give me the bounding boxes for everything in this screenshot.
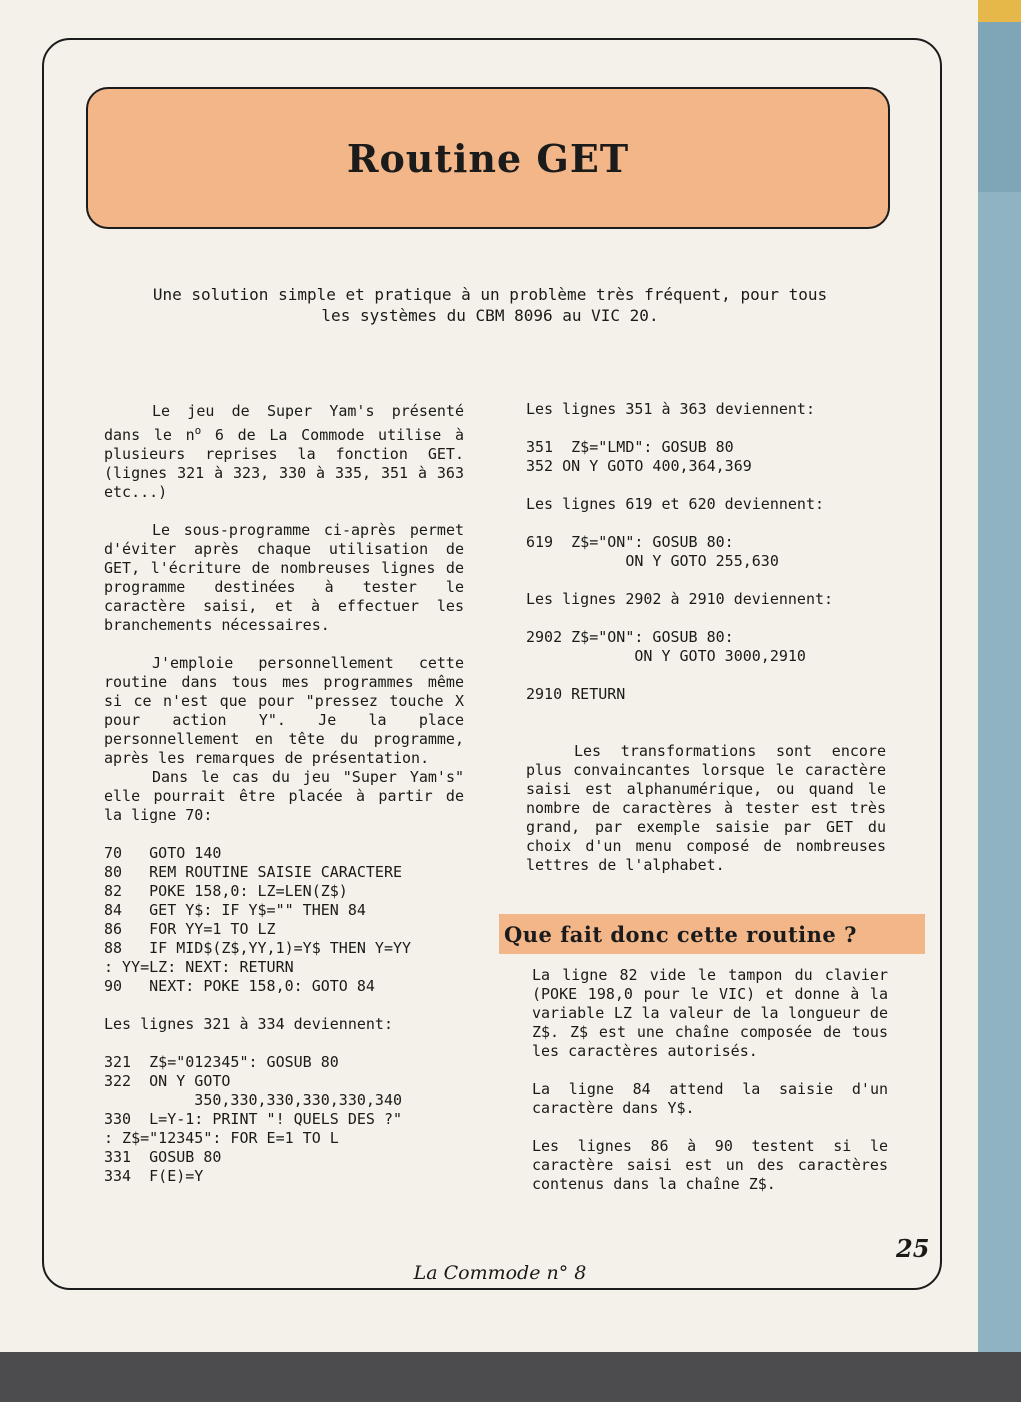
section-paragraph-2: La ligne 84 attend la saisie d'un caractère dans Y$. [532,1080,888,1117]
code-listing-2910: 2910 RETURN [526,685,626,703]
right-column [526,400,886,875]
intro-text: Une solution simple et pratique à un problème très fréquent, pour tous les systèmes du CBM 8096 au VIC 20. [152,285,828,325]
page-title: Routine GET [346,135,630,181]
left-column [104,402,464,1186]
adjacent-page-edge [978,0,1021,1402]
section-body [532,966,888,1194]
right-paragraph-3: Les lignes 2902 à 2910 deviennent: [526,590,834,608]
section-paragraph-3: Les lignes 86 à 90 testent si le caractère saisi est un des caractères contenus dans la chaîne Z$. [532,1137,888,1193]
scan-background [0,1352,1021,1402]
code-listing-351: 351 Z$="LMD": GOSUB 80 352 ON Y GOTO 400,364,369 [526,438,752,475]
footer-magazine-name: La Commode n° 8 [400,1262,600,1284]
left-paragraph-2: Le sous-programme ci-après permet d'éviter après chaque utilisation de GET, l'écriture de nombreuses lignes de programme destinées à tester le caractère saisi, et à effectuer les branchements nécessaires. [104,521,464,634]
left-paragraph-4: Dans le cas du jeu "Super Yam's" elle pourrait être placée à partir de la ligne 70: [104,768,464,824]
right-paragraph-1: Les lignes 351 à 363 deviennent: [526,400,815,418]
code-listing-2902: 2902 Z$="ON": GOSUB 80: ON Y GOTO 3000,2910 [526,628,806,665]
code-listing-321: 321 Z$="012345": GOSUB 80 322 ON Y GOTO 350,330,330,330,330,340 330 L=Y-1: PRINT "! QUELS DES ?" : Z$="12345": FOR E=1 TO L 331 GOSUB 80 334 F(E)=Y [104,1053,403,1185]
page-number: 25 [896,1234,930,1263]
code-listing-routine: 70 GOTO 140 80 REM ROUTINE SAISIE CARACTERE 82 POKE 158,0: LZ=LEN(Z$) 84 GET Y$: IF Y$="" THEN 84 86 FOR YY=1 TO LZ 88 IF MID$(Z$,YY,1)=Y$ THEN Y=YY : YY=LZ: NEXT: RETURN 90 NEXT: POKE 158,0: GOTO 84 [104,844,412,995]
section-heading: Que fait donc cette routine ? [504,921,857,947]
section-paragraph-1: La ligne 82 vide le tampon du clavier (POKE 198,0 pour le VIC) et donne à la variable LZ la valeur de la longueur de Z$. Z$ est une chaîne composée de tous les caractères autorisés. [532,966,888,1060]
left-paragraph-3: J'emploie personnellement cette routine dans tous mes programmes même si ce n'est que pour "pressez touche X pour action Y". Je la place personnellement en tête du programme, après les remarques de présentation. [104,654,464,767]
title-banner [86,87,890,229]
right-paragraph-2: Les lignes 619 et 620 deviennent: [526,495,825,513]
code-listing-619: 619 Z$="ON": GOSUB 80: ON Y GOTO 255,630 [526,533,779,570]
left-paragraph-5: Les lignes 321 à 334 deviennent: [104,1015,393,1033]
left-paragraph-1: Le jeu de Super Yam's présenté dans le $n^o$ 6 de La Commode utilise à plusieurs reprises la fonction GET. (lignes 321 à 323, 330 à 335, 351 à 363 etc...) [104,402,464,501]
section-heading-banner [499,914,925,954]
right-paragraph-4: Les transformations sont encore plus convaincantes lorsque le caractère saisi est alphanumérique, ou quand le nombre de caractères à tester est très grand, par exemple saisie par GET du choix d'un menu composé de nombreuses lettres de l'alphabet. [526,742,886,874]
